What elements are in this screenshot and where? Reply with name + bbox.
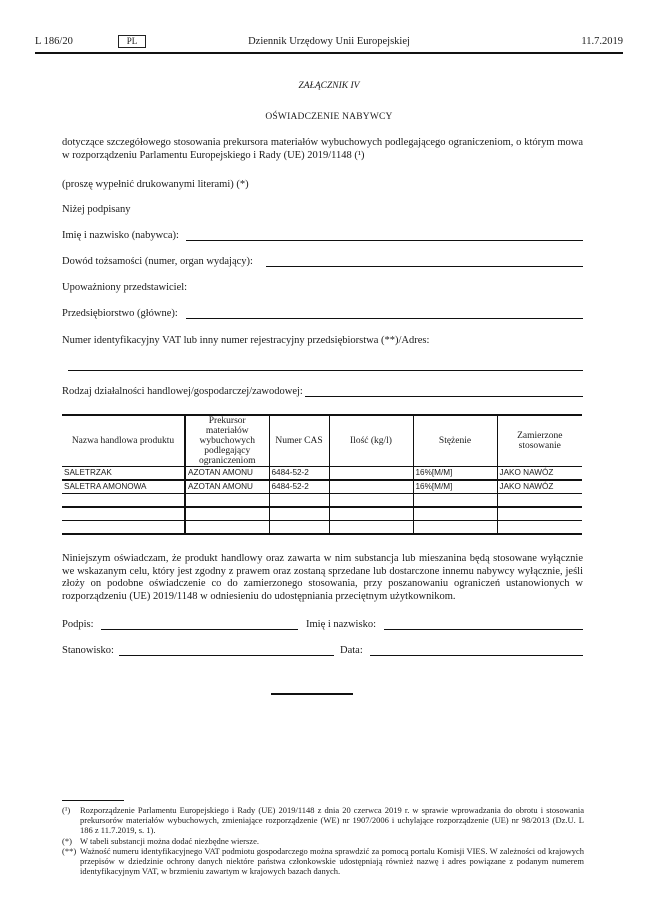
date-field[interactable] bbox=[370, 655, 583, 656]
header-rule bbox=[35, 52, 623, 54]
precursor-table bbox=[62, 414, 582, 535]
cell-trade-name[interactable] bbox=[62, 521, 185, 535]
cell-trade-name[interactable] bbox=[62, 507, 185, 521]
position-field[interactable] bbox=[119, 655, 334, 656]
footnote-1 bbox=[62, 805, 584, 835]
cell-intended-use[interactable]: JAKO NAWÓZ bbox=[497, 480, 582, 494]
signature-field[interactable] bbox=[101, 629, 298, 630]
cell-concentration[interactable]: 16%[M/M] bbox=[413, 467, 497, 481]
journal-issue: L 186/20 bbox=[35, 36, 73, 47]
col-header-cas: Numer CAS bbox=[269, 415, 329, 467]
cell-precursor[interactable] bbox=[185, 521, 269, 535]
activity-field[interactable] bbox=[305, 396, 583, 397]
company-label: Przedsiębiorstwo (główne): bbox=[62, 308, 178, 319]
id-doc-field[interactable] bbox=[266, 266, 583, 267]
cell-quantity[interactable] bbox=[329, 521, 413, 535]
cell-intended-use[interactable] bbox=[497, 507, 582, 521]
position-label: Stanowisko: bbox=[62, 645, 114, 656]
cell-precursor[interactable]: AZOTAN AMONU bbox=[185, 480, 269, 494]
cell-quantity[interactable] bbox=[329, 467, 413, 481]
signer-name-field[interactable] bbox=[384, 629, 583, 630]
cell-cas[interactable] bbox=[269, 494, 329, 508]
cell-trade-name[interactable]: SALETRZAK bbox=[62, 467, 185, 481]
footnote-marker: (¹) bbox=[62, 805, 71, 815]
cell-intended-use[interactable] bbox=[497, 521, 582, 535]
cell-intended-use[interactable] bbox=[497, 494, 582, 508]
cell-trade-name[interactable] bbox=[62, 494, 185, 508]
footnote-marker: (**) bbox=[62, 846, 77, 856]
footnote-text: Rozporządzenie Parlamentu Europejskiego i Rady (UE) 2019/1148 z dnia 20 czerwca 2019 r. w sprawie wprowadzania do obrotu i stosowania prekursorów materiałów wybuchowych, zmieniające rozporządzenie (WE) nr 1907/2006 i uchylające rozporządzenie (UE) nr 98/2013 (Dz.U. L 186 z 11.7.2019, s. 1). bbox=[80, 805, 584, 835]
cell-quantity[interactable] bbox=[329, 507, 413, 521]
table-row bbox=[62, 494, 582, 508]
col-header-concentration: Stężenie bbox=[413, 415, 497, 467]
cell-cas[interactable]: 6484-52-2 bbox=[269, 480, 329, 494]
table-row bbox=[62, 521, 582, 535]
end-rule bbox=[271, 693, 353, 695]
col-header-precursor: Prekursor materiałów wybuchowych podlegający ograniczeniom bbox=[185, 415, 269, 467]
table-row bbox=[62, 507, 582, 521]
journal-date: 11.7.2019 bbox=[581, 36, 623, 47]
declaration-text: Niniejszym oświadczam, że produkt handlowy oraz zawarta w nim substancja lub mieszanina będą stosowane wyłącznie we wskazanym celu, który jest zgodny z prawem oraz zostaną sprzedane lub dostarczone innemu nabywcy wyłącznie, jeśli złoży on podobne oświadczenie co do zamierzonego stosowania, przy poszanowaniu ograniczeń ustanowionych w rozporządzeniu (UE) 2019/1148 w odniesieniu do udostępniania przeciętnym użytkownikom. bbox=[62, 553, 583, 602]
footnote-2 bbox=[62, 836, 584, 846]
cell-precursor[interactable] bbox=[185, 507, 269, 521]
cell-cas[interactable] bbox=[269, 507, 329, 521]
cell-precursor[interactable]: AZOTAN AMONU bbox=[185, 467, 269, 481]
table-header-row bbox=[62, 415, 582, 467]
cell-concentration[interactable] bbox=[413, 494, 497, 508]
language-badge: PL bbox=[118, 35, 146, 48]
signature-label: Podpis: bbox=[62, 619, 94, 630]
journal-title: Dziennik Urzędowy Unii Europejskiej bbox=[248, 36, 410, 47]
cell-cas[interactable]: 6484-52-2 bbox=[269, 467, 329, 481]
signer-name-label: Imię i nazwisko: bbox=[306, 619, 376, 630]
id-doc-label: Dowód tożsamości (numer, organ wydający): bbox=[62, 256, 253, 267]
vat-label: Numer identyfikacyjny VAT lub inny numer rejestracyjny przedsiębiorstwa (**)/Adres: bbox=[62, 335, 430, 346]
cell-concentration[interactable] bbox=[413, 507, 497, 521]
footnote-text: W tabeli substancji można dodać niezbędne wiersze. bbox=[80, 836, 259, 846]
name-label: Imię i nazwisko (nabywca): bbox=[62, 230, 179, 241]
col-header-intended-use: Zamierzone stosowanie bbox=[497, 415, 582, 467]
activity-label: Rodzaj działalności handlowej/gospodarczej/zawodowej: bbox=[62, 386, 303, 397]
cell-precursor[interactable] bbox=[185, 494, 269, 508]
intro-text: dotyczące szczegółowego stosowania prekursora materiałów wybuchowych podlegającego ograniczeniom, o którym mowa w rozporządzeniu Parlamentu Europejskiego i Rady (UE) 2019/1148 (¹) bbox=[62, 137, 583, 161]
cell-trade-name[interactable]: SALETRA AMONOWA bbox=[62, 480, 185, 494]
col-header-trade-name: Nazwa handlowa produktu bbox=[62, 415, 185, 467]
vat-field[interactable] bbox=[68, 370, 583, 371]
instruction-text: (proszę wypełnić drukowanymi literami) (*) bbox=[62, 179, 249, 190]
table-row bbox=[62, 467, 582, 481]
footnote-rule bbox=[62, 800, 124, 801]
cell-cas[interactable] bbox=[269, 521, 329, 535]
undersigned-text: Niżej podpisany bbox=[62, 204, 131, 215]
cell-quantity[interactable] bbox=[329, 494, 413, 508]
annex-title: OŚWIADCZENIE NABYWCY bbox=[265, 112, 393, 122]
cell-quantity[interactable] bbox=[329, 480, 413, 494]
company-field[interactable] bbox=[186, 318, 583, 319]
footnote-text: Ważność numeru identyfikacyjnego VAT podmiotu gospodarczego można sprawdzić za pomocą portalu Komisji VIES. W zależności od krajowych przepisów w dziedzinie ochrony danych niektóre państwa członkowskie udostępniają również nazwę i adres powiązane z podanym numerem identyfikacyjnym VAT, w brzmieniu zawartym w krajowych bazach danych. bbox=[80, 846, 584, 876]
cell-intended-use[interactable]: JAKO NAWÓZ bbox=[497, 467, 582, 481]
annex-label: ZAŁĄCZNIK IV bbox=[298, 81, 360, 91]
cell-concentration[interactable] bbox=[413, 521, 497, 535]
cell-concentration[interactable]: 16%[M/M] bbox=[413, 480, 497, 494]
footnote-marker: (*) bbox=[62, 836, 72, 846]
table-row bbox=[62, 480, 582, 494]
name-field[interactable] bbox=[186, 240, 583, 241]
footnote-3 bbox=[62, 846, 584, 876]
representative-label: Upoważniony przedstawiciel: bbox=[62, 282, 188, 293]
col-header-quantity: Ilość (kg/l) bbox=[329, 415, 413, 467]
date-label: Data: bbox=[340, 645, 363, 656]
